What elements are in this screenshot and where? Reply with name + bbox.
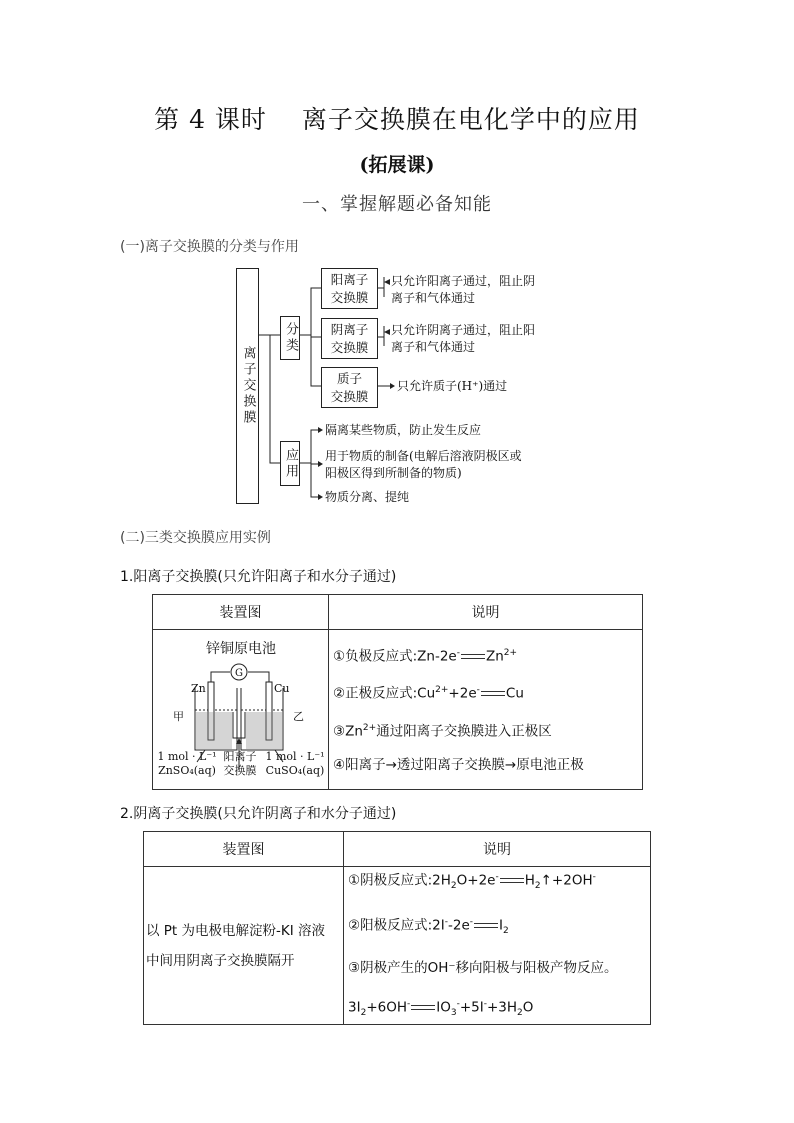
col-device: 装置图 [153,595,329,630]
note-text: ↑+2OH [540,872,593,889]
type-name-line: 交换膜 [330,289,369,305]
type-name-line: 质子 [336,370,362,386]
galvanometer-label: G [235,668,243,679]
class-branch-box: 分类 [280,316,300,360]
cell-notes [329,630,643,790]
label-line: 1 mol · L⁻¹ [265,750,325,763]
note-text: -2e [447,917,470,934]
right-solution-label [263,750,327,778]
note-text: O+2e [456,872,496,889]
label-line: 阳离子 [223,750,257,763]
type-box-proton [321,367,378,408]
label-line: 交换膜 [223,764,257,777]
note-text: ②阳极反应式:2I [348,917,445,934]
device-line: 以 Pt 为电极电解淀粉-KI 溶液 [146,922,326,939]
note-cation-path: ④阳离子→透过阳离子交换膜→原电池正极 [333,757,584,774]
zn-label: Zn [191,682,206,695]
device-title: 锌铜原电池 [206,641,276,657]
item2-title: 2.阴离子交换膜(只允许阴离子和水分子通过) [120,806,397,822]
use-branch-box: 应用 [280,441,300,486]
section-heading: 一、掌握解题必备知能 [302,194,492,215]
classification-tree-lines [0,0,794,520]
note-text: ③Zn [333,723,363,740]
desc-line: 离子和气体通过 [391,291,476,305]
type-desc-proton: 只允许质子(H⁺)通过 [397,379,508,393]
item1-title: 1.阳离子交换膜(只允许阳离子和水分子通过) [120,569,397,585]
page-title: 第 4 课时 离子交换膜在电化学中的应用 [154,105,640,134]
cu-label: Cu [274,682,290,695]
note-text: H [524,872,535,889]
type-desc-cation [391,273,535,307]
note-text: ①负极反应式:Zn-2e [333,648,457,665]
note-text: ②正极反应式:Cu [333,685,436,702]
use-item: 隔离某些物质，防止发生反应 [325,423,482,437]
note-text: Zn [485,648,504,665]
type-desc-anion [391,322,535,356]
col-note: 说明 [344,832,651,867]
use-item [325,448,522,482]
desc-line: 只允许阳离子通过，阻止阴 [391,274,536,288]
cell-device [144,867,344,1025]
label-line: ZnSO₄(aq) [158,764,216,777]
device-line: 中间用阴离子交换膜隔开 [146,952,295,969]
desc-line: 离子和气体通过 [391,340,476,354]
type-name-line: 交换膜 [330,388,369,404]
note-anode: ②阳极反应式:2I--2e- $I_2$ [348,917,509,937]
note-text: ①阴极反应式:2H [348,872,451,889]
cation-membrane-table [152,594,643,790]
anion-membrane-table [143,831,651,1025]
type-box-anion [321,318,378,359]
col-note: 说明 [329,595,643,630]
cell-device [153,630,329,790]
note-cathode: ①阴极反应式$:2H_2O+2e^-$ $H_2↑+2OH^-$ [348,872,596,892]
note-iodate-reaction: $3I_2+6OH^-$ $IO_3^-+5I^-+3H_2O$ [348,998,534,1018]
left-solution-label [157,750,217,778]
type-name-line: 阳离子 [330,271,369,287]
note-text: O [522,999,534,1016]
part1-heading: (一)离子交换膜的分类与作用 [120,239,299,255]
col-device: 装置图 [144,832,344,867]
note-text: 3I [348,999,361,1016]
note-text: IO [436,999,451,1016]
membrane-label [215,750,265,778]
root-box: 离子交换膜 [236,268,259,504]
note-text: +6OH [366,999,407,1016]
page-subtitle: (拓展课) [359,154,435,176]
cell-notes [344,867,651,1025]
label-line: CuSO₄(aq) [265,764,325,777]
use-line: 用于物质的制备(电解后溶液阴极区或 [325,449,522,463]
note-text: Cu [505,685,524,702]
note-negative-electrode: ①负极反应式:Zn-2e- $Zn^{2+}$ [333,647,518,665]
note-text: +5I [459,999,484,1016]
type-name-line: 交换膜 [330,339,369,355]
note-text: +3H [486,999,518,1016]
use-line: 阳极区得到所制备的物质) [325,466,462,480]
part2-heading: (二)三类交换膜应用实例 [120,530,271,546]
note-text: I [499,917,503,934]
type-box-cation [321,268,378,309]
note-text: +2e [448,685,477,702]
right-half-cell-label: 乙 [293,710,304,723]
note-positive-electrode: ②正极反应式$:Cu^{2+}+2e^-$ Cu [333,685,524,702]
note-zn-migration: $③Zn^{2+}$通过阳离子交换膜进入正极区 [333,722,552,740]
note-text: 通过阳离子交换膜进入正极区 [376,723,552,740]
type-name-line: 阴离子 [330,321,369,337]
note-oh-migration: ③阴极产生的OH⁻移向阳极与阳极产物反应。 [348,959,618,976]
use-item: 物质分离、提纯 [325,490,410,504]
desc-line: 只允许阴离子通过，阻止阳 [391,323,536,337]
left-half-cell-label: 甲 [173,710,184,723]
label-line: 1 mol · L⁻¹ [157,750,217,763]
